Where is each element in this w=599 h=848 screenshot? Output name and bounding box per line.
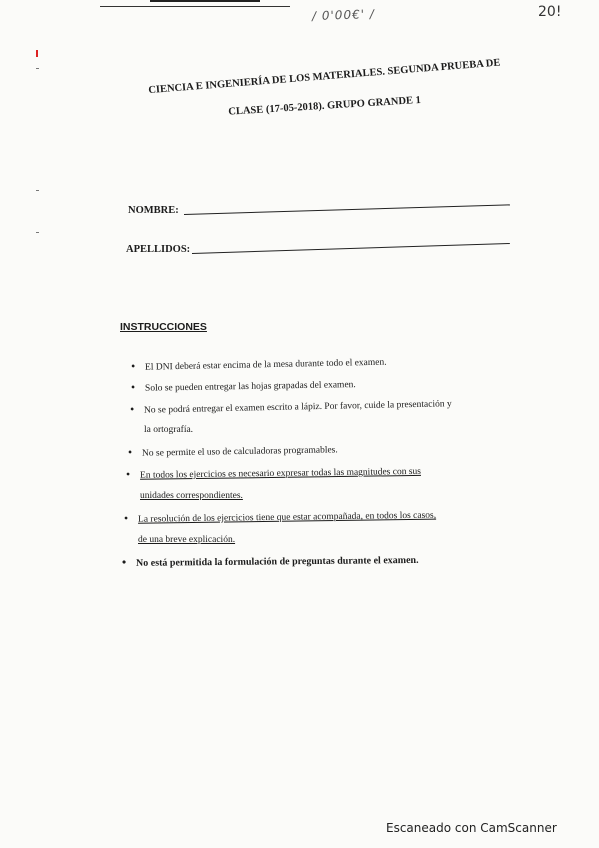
page-number: 20!	[538, 4, 562, 20]
bullet-icon: •	[129, 401, 135, 416]
instruction-text: Solo se pueden entregar las hojas grapadas del examen.	[144, 380, 356, 394]
instructions-heading: INSTRUCCIONES	[120, 321, 207, 333]
exam-title-line-1: CIENCIA E INGENIERÍA DE LOS MATERIALES. SEGUNDA PRUEBA DE	[147, 57, 501, 97]
margin-mark-red	[36, 50, 38, 57]
top-rule-dark	[150, 0, 260, 2]
instruction-text: En todos los ejercicios es necesario expresar todas las magnitudes con sus	[139, 466, 422, 481]
exam-title-line-2: CLASE (17-05-2018). GRUPO GRANDE 1	[228, 94, 422, 118]
margin-mark	[36, 68, 39, 69]
margin-mark	[36, 190, 39, 191]
instruction-text: No está permitida la formulación de preguntas durante el examen.	[135, 554, 419, 569]
bullet-icon: •	[125, 466, 131, 481]
handwritten-mark: / 0'00€' /	[311, 6, 376, 24]
top-rule	[100, 6, 290, 7]
instruction-text: No se permite el uso de calculadoras programables.	[141, 445, 338, 459]
bullet-icon: •	[121, 554, 127, 569]
instruction-continuation: de una breve explicación.	[138, 535, 236, 545]
bullet-icon: •	[123, 510, 129, 525]
nombre-field[interactable]	[184, 204, 510, 215]
bullet-icon: •	[127, 444, 133, 459]
instruction-text: El DNI deberá estar encima de la mesa durante todo el examen.	[144, 357, 387, 373]
instruction-item	[130, 396, 452, 417]
instruction-continuation: unidades correspondientes.	[140, 491, 243, 501]
instruction-item	[126, 464, 421, 482]
apellidos-field[interactable]	[192, 243, 510, 254]
instruction-item	[131, 377, 356, 395]
instruction-item	[128, 442, 338, 460]
instruction-item	[124, 508, 436, 526]
bullet-icon: •	[130, 358, 136, 373]
margin-mark	[36, 232, 39, 233]
bullet-icon: •	[130, 379, 136, 394]
apellidos-label: APELLIDOS:	[126, 244, 191, 255]
instruction-text: La resolución de los ejercicios tiene que estar acompañada, en todos los casos,	[137, 510, 437, 525]
instruction-item	[131, 355, 387, 374]
instruction-text: No se podrá entregar el examen escrito a lápiz. Por favor, cuide la presentación y	[143, 399, 452, 416]
scanner-watermark: Escaneado con CamScanner	[386, 821, 557, 835]
instruction-item	[122, 553, 419, 570]
instruction-continuation: la ortografía.	[144, 425, 194, 435]
nombre-label: NOMBRE:	[128, 205, 179, 216]
